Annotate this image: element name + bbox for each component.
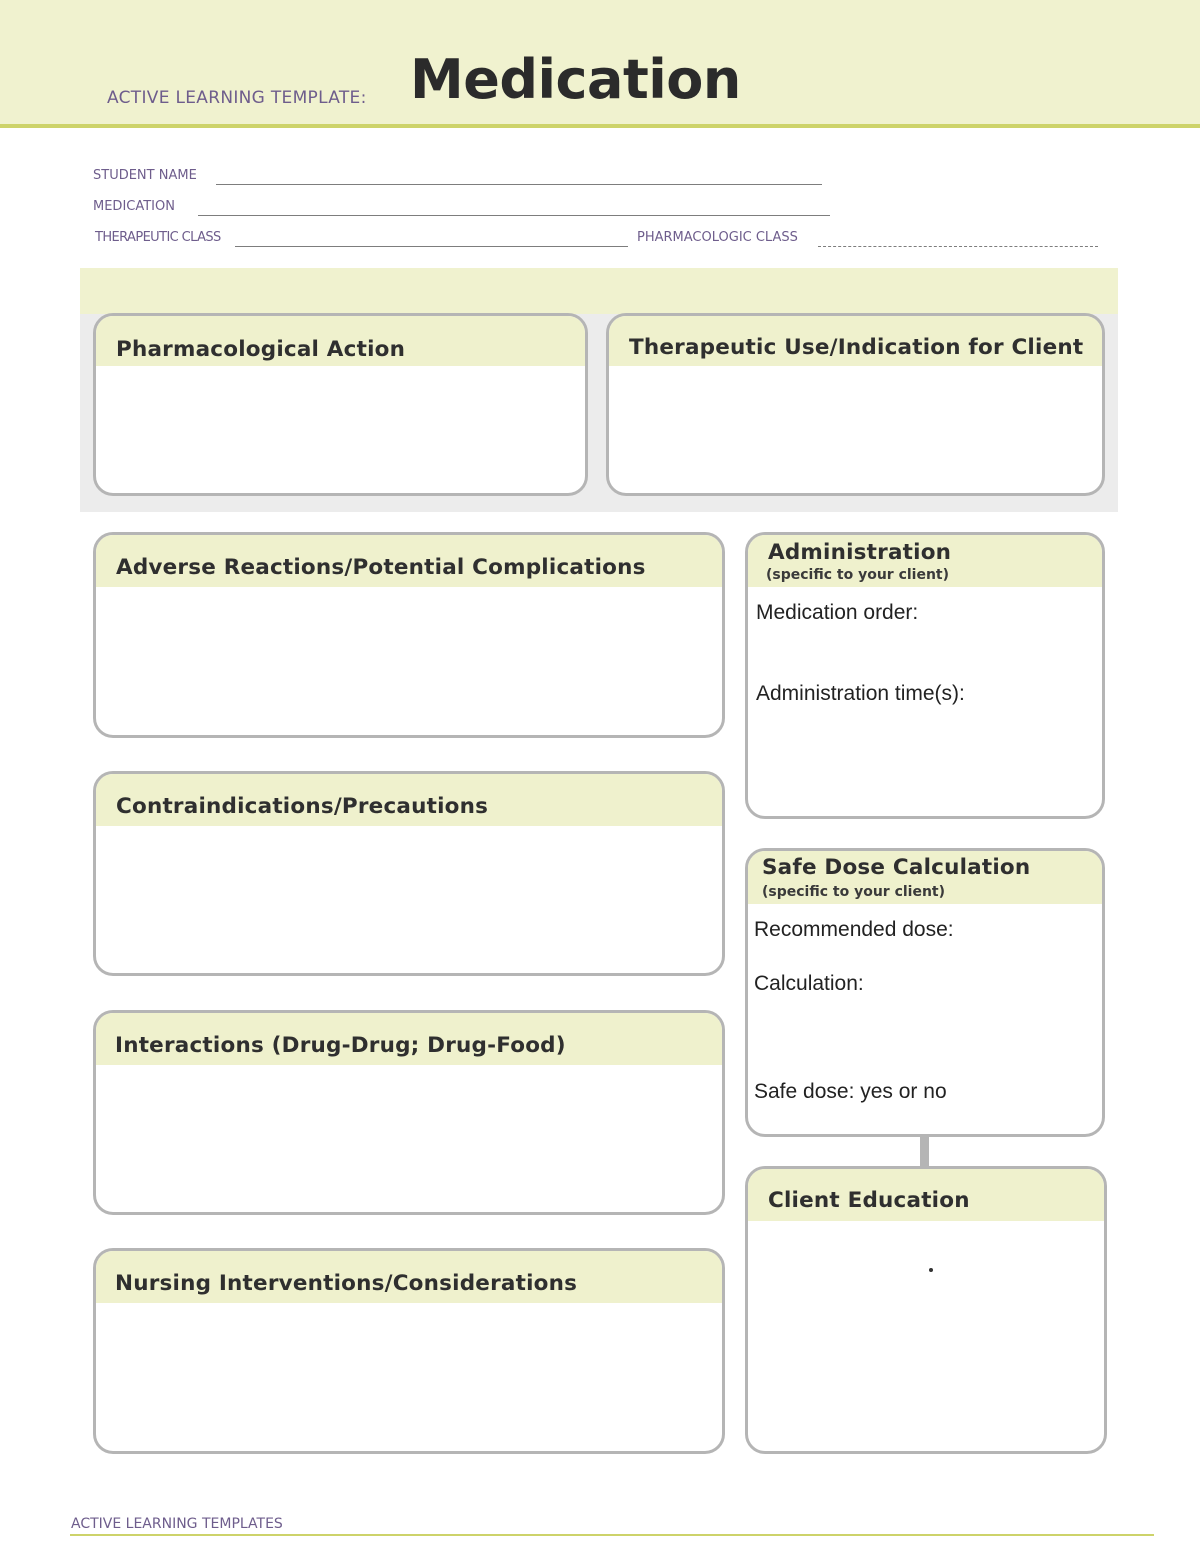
medication-order-label: Medication order:	[756, 601, 919, 624]
therapeutic-class-label: THERAPEUTIC CLASS	[95, 230, 221, 245]
pharmacologic-class-field[interactable]	[818, 246, 1098, 247]
therapeutic-use-box[interactable]	[606, 313, 1105, 496]
safe-dose-yes-no-label: Safe dose: yes or no	[754, 1080, 947, 1103]
contraindications-box[interactable]	[93, 771, 725, 976]
pharmacological-action-title: Pharmacological Action	[116, 337, 406, 362]
pharmacological-action-header	[96, 316, 585, 366]
safe-dose-box[interactable]	[745, 848, 1105, 1137]
student-name-field[interactable]	[216, 184, 822, 185]
interactions-header	[96, 1013, 722, 1065]
administration-subtitle: (specific to your client)	[766, 567, 950, 583]
therapeutic-use-title: Therapeutic Use/Indication for Client	[629, 335, 1084, 360]
connector-bar	[920, 1136, 929, 1168]
safe-dose-title: Safe Dose Calculation	[762, 855, 1031, 880]
pharmacological-action-box[interactable]	[93, 313, 588, 496]
safe-dose-header	[748, 851, 1102, 904]
administration-box[interactable]	[745, 532, 1105, 819]
safe-dose-subtitle: (specific to your client)	[762, 884, 946, 900]
client-education-title: Client Education	[768, 1188, 970, 1213]
client-education-header	[748, 1169, 1104, 1221]
recommended-dose-label: Recommended dose:	[754, 918, 954, 941]
bullet-dot	[929, 1268, 933, 1272]
nursing-interventions-title: Nursing Interventions/Considerations	[115, 1271, 578, 1296]
calculation-label: Calculation:	[754, 972, 864, 995]
therapeutic-use-header	[609, 316, 1102, 366]
medication-field[interactable]	[198, 215, 830, 216]
interactions-title: Interactions (Drug-Drug; Drug-Food)	[115, 1033, 566, 1058]
student-name-label: STUDENT NAME	[93, 168, 197, 183]
header-rule	[0, 124, 1200, 128]
administration-times-label: Administration time(s):	[756, 682, 965, 705]
interactions-box[interactable]	[93, 1010, 725, 1215]
contraindications-title: Contraindications/Precautions	[116, 794, 489, 819]
administration-header	[748, 535, 1102, 587]
adverse-reactions-title: Adverse Reactions/Potential Complications	[116, 555, 646, 580]
medication-label: MEDICATION	[93, 199, 175, 214]
adverse-reactions-header	[96, 535, 722, 587]
administration-title: Administration	[768, 540, 952, 565]
adverse-reactions-box[interactable]	[93, 532, 725, 738]
template-label: ACTIVE LEARNING TEMPLATE:	[107, 88, 367, 108]
contraindications-header	[96, 774, 722, 826]
footer-label: ACTIVE LEARNING TEMPLATES	[71, 1516, 283, 1532]
nursing-interventions-header	[96, 1251, 722, 1303]
footer-rule	[70, 1534, 1154, 1536]
client-education-box[interactable]	[745, 1166, 1107, 1454]
therapeutic-class-field[interactable]	[235, 246, 628, 247]
nursing-interventions-box[interactable]	[93, 1248, 725, 1454]
pharmacologic-class-label: PHARMACOLOGIC CLASS	[637, 230, 798, 245]
page-title: Medication	[410, 48, 741, 111]
top-section-band	[80, 268, 1118, 314]
